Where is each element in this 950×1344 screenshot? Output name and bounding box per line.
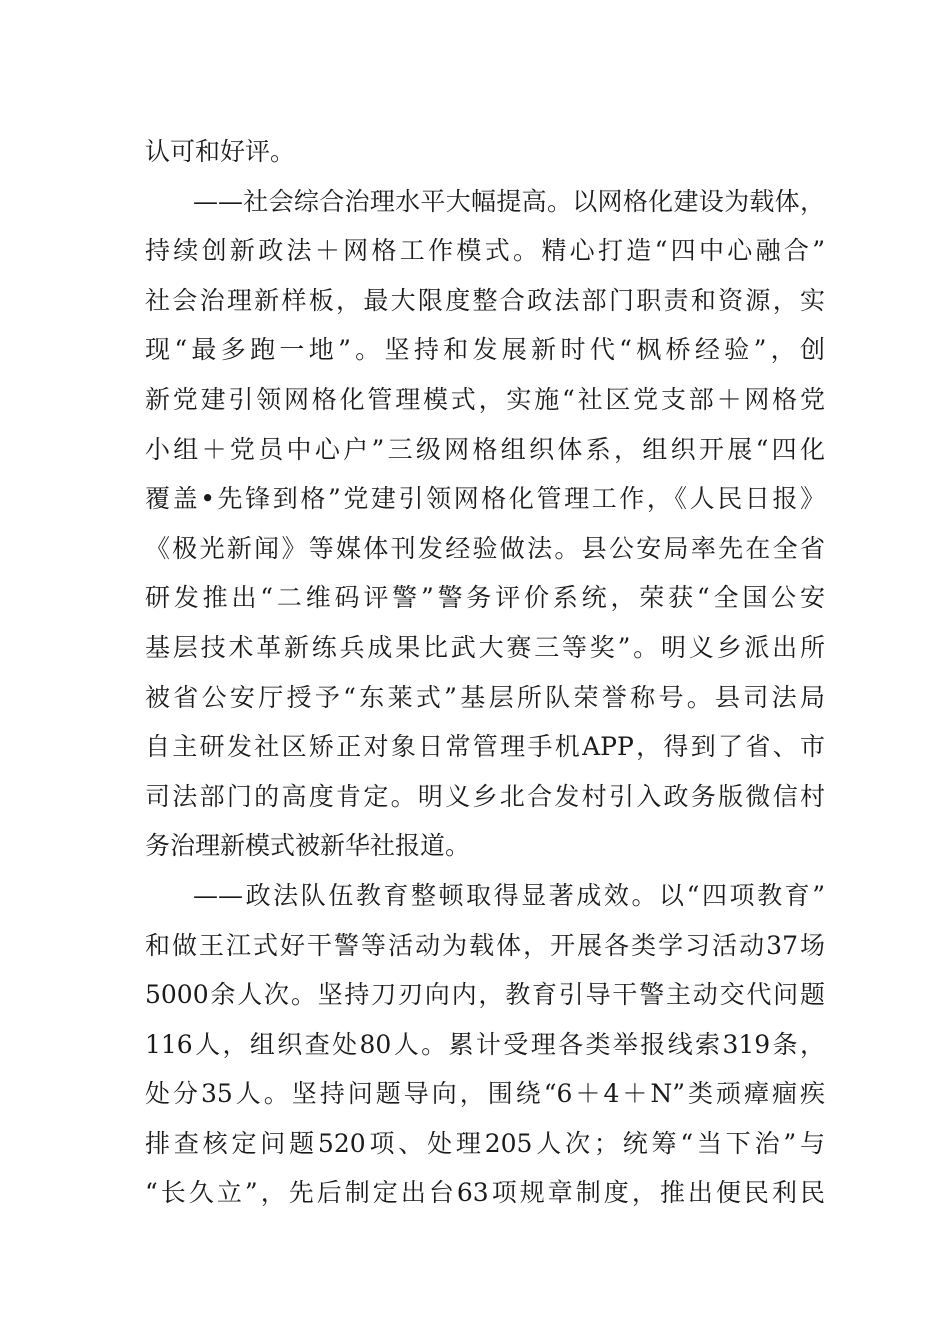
text-line: 研发推出“二维码评警”警务评价系统，荣获“全国公安 — [145, 583, 825, 613]
text-line: 被省公安厅授予“东莱式”基层所队荣誉称号。县司法局 — [145, 682, 825, 712]
text-line: 司法部门的高度肯定。明义乡北合发村引入政务版微信村 — [145, 781, 825, 811]
body-text — [145, 127, 825, 1218]
text-line: 务治理新模式被新华社报道。 — [145, 831, 471, 861]
text-line: 排查核定问题520项、处理205人次；统筹“当下治”与 — [145, 1128, 825, 1158]
text-line: 持续创新政法＋网格工作模式。精心打造“四中心融合” — [145, 236, 825, 266]
text-line: 5000余人次。坚持刀刃向内，教育引导干警主动交代问题 — [145, 980, 825, 1010]
text-line: 和做王江式好干警等活动为载体，开展各类学习活动37场 — [145, 930, 825, 960]
text-line: 自主研发社区矫正对象日常管理手机APP，得到了省、市 — [145, 732, 825, 762]
text-line: 116人，组织查处80人。累计受理各类举报线索319条， — [145, 1029, 825, 1059]
paragraph-first-line: ——社会综合治理水平大幅提高。以网格化建设为载体， — [193, 186, 825, 216]
text-line: 认可和好评。 — [145, 137, 296, 166]
text-line: 现“最多跑一地”。坚持和发展新时代“枫桥经验”，创 — [145, 335, 825, 365]
text-line: 基层技术革新练兵成果比武大赛三等奖”。明义乡派出所 — [145, 632, 825, 662]
text-line: 《极光新闻》等媒体刊发经验做法。县公安局率先在全省 — [145, 533, 825, 563]
text-line: 小组＋党员中心户”三级网格组织体系，组织开展“四化 — [145, 434, 825, 464]
text-line: “长久立”，先后制定出台63项规章制度，推出便民利民 — [145, 1178, 825, 1208]
text-line: 处分35人。坚持问题导向，围绕“6＋4＋N”类顽瘴痼疾 — [145, 1079, 825, 1109]
text-line: 新党建引领网格化管理模式，实施“社区党支部＋网格党 — [145, 384, 825, 414]
text-line: 社会治理新样板，最大限度整合政法部门职责和资源，实 — [145, 285, 825, 315]
paragraph-first-line: ——政法队伍教育整顿取得显著成效。以“四项教育” — [193, 880, 825, 910]
text-line: 覆盖•先锋到格”党建引领网格化管理工作，《人民日报》 — [145, 484, 825, 514]
